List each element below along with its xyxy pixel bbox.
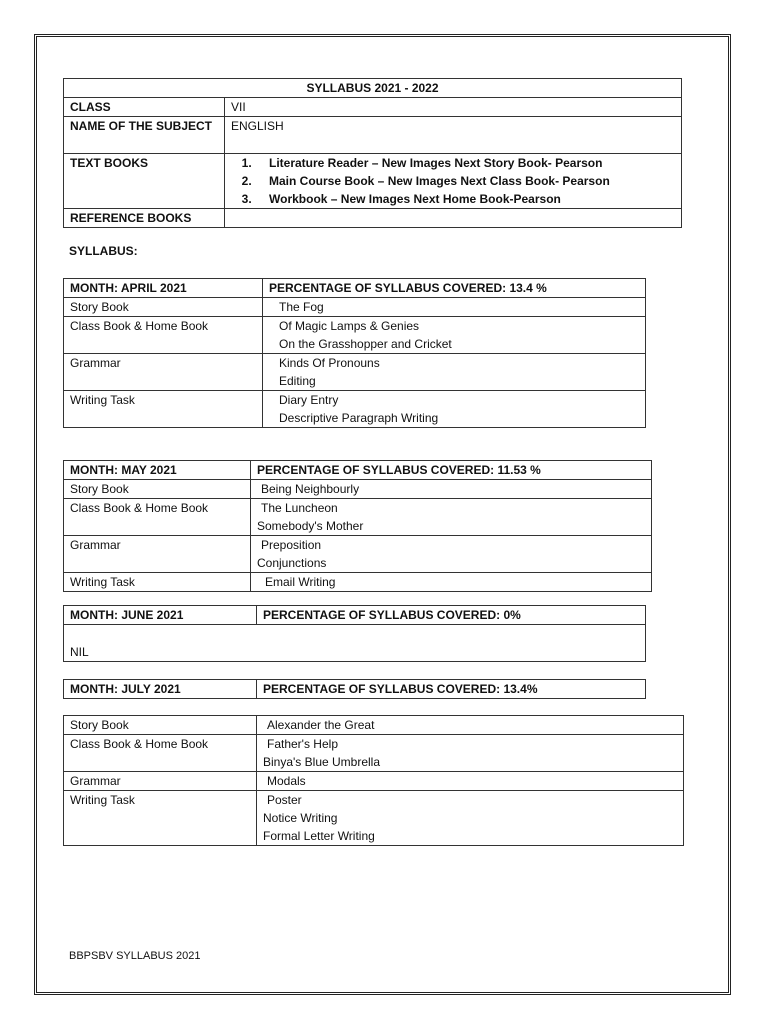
textbook-item: 3. Workbook – New Images Next Home Book-Pearson <box>255 190 675 208</box>
list-item: Editing <box>279 374 316 388</box>
april-writing-label: Writing Task <box>64 391 263 428</box>
july-percentage: PERCENTAGE OF SYLLABUS COVERED: 13.4% <box>257 680 646 699</box>
info-table <box>63 78 682 228</box>
april-story-label: Story Book <box>64 298 263 317</box>
july-header-table <box>63 679 646 699</box>
june-content: NIL <box>64 625 646 662</box>
may-class-cell <box>251 499 652 536</box>
list-item: Kinds Of Pronouns <box>279 356 380 370</box>
april-story-cell <box>263 298 646 317</box>
list-item: On the Grasshopper and Cricket <box>279 337 452 351</box>
reference-label: REFERENCE BOOKS <box>64 209 225 228</box>
list-item: Conjunctions <box>257 556 327 570</box>
may-story-label: Story Book <box>64 480 251 499</box>
april-month: MONTH: APRIL 2021 <box>64 279 263 298</box>
list-item: Being Neighbourly <box>261 482 360 496</box>
july-grammar-label: Grammar <box>64 772 257 791</box>
reference-value <box>225 209 682 228</box>
july-table <box>63 715 684 846</box>
may-story-cell <box>251 480 652 499</box>
list-item: Preposition <box>261 538 322 552</box>
subject-label: NAME OF THE SUBJECT <box>64 117 225 154</box>
list-item: Somebody's Mother <box>257 519 364 533</box>
syllabus-title: SYLLABUS 2021 - 2022 <box>64 79 682 98</box>
textbook-item: 1. Literature Reader – New Images Next Story Book- Pearson <box>255 154 675 172</box>
july-story-cell <box>257 716 684 735</box>
may-table <box>63 460 652 592</box>
may-writing-label: Writing Task <box>64 573 251 592</box>
april-percentage: PERCENTAGE OF SYLLABUS COVERED: 13.4 % <box>263 279 646 298</box>
list-item: Poster <box>267 793 302 807</box>
list-item: Alexander the Great <box>267 718 375 732</box>
may-writing-cell <box>251 573 652 592</box>
list-item: Diary Entry <box>279 393 339 407</box>
june-table <box>63 605 646 662</box>
april-class-cell <box>263 317 646 354</box>
list-item: Of Magic Lamps & Genies <box>279 319 420 333</box>
list-item: Formal Letter Writing <box>263 829 375 843</box>
class-label: CLASS <box>64 98 225 117</box>
list-item: Notice Writing <box>263 811 338 825</box>
april-grammar-label: Grammar <box>64 354 263 391</box>
textbooks-label: TEXT BOOKS <box>64 154 225 209</box>
july-writing-label: Writing Task <box>64 791 257 846</box>
april-writing-cell <box>263 391 646 428</box>
class-value: VII <box>225 98 682 117</box>
may-grammar-label: Grammar <box>64 536 251 573</box>
july-story-label: Story Book <box>64 716 257 735</box>
april-class-label: Class Book & Home Book <box>64 317 263 354</box>
list-item: Binya's Blue Umbrella <box>263 755 381 769</box>
july-grammar-cell <box>257 772 684 791</box>
may-grammar-cell <box>251 536 652 573</box>
july-class-label: Class Book & Home Book <box>64 735 257 772</box>
list-item: Descriptive Paragraph Writing <box>279 411 439 425</box>
textbooks-list <box>225 154 682 209</box>
list-item: The Fog <box>279 300 324 314</box>
july-month: MONTH: JULY 2021 <box>64 680 257 699</box>
list-item: Father's Help <box>267 737 338 751</box>
may-class-label: Class Book & Home Book <box>64 499 251 536</box>
april-table <box>63 278 646 428</box>
july-writing-cell <box>257 791 684 846</box>
page-footer: BBPSBV SYLLABUS 2021 <box>69 950 201 962</box>
subject-value: ENGLISH <box>225 117 682 154</box>
list-item: Email Writing <box>265 575 336 589</box>
june-month: MONTH: JUNE 2021 <box>64 606 257 625</box>
july-class-cell <box>257 735 684 772</box>
may-month: MONTH: MAY 2021 <box>64 461 251 480</box>
textbook-item: 2. Main Course Book – New Images Next Class Book- Pearson <box>255 172 675 190</box>
syllabus-heading: SYLLABUS: <box>69 244 138 258</box>
may-percentage: PERCENTAGE OF SYLLABUS COVERED: 11.53 % <box>251 461 652 480</box>
april-grammar-cell <box>263 354 646 391</box>
june-percentage: PERCENTAGE OF SYLLABUS COVERED: 0% <box>257 606 646 625</box>
list-item: The Luncheon <box>261 501 338 515</box>
list-item: Modals <box>267 774 306 788</box>
